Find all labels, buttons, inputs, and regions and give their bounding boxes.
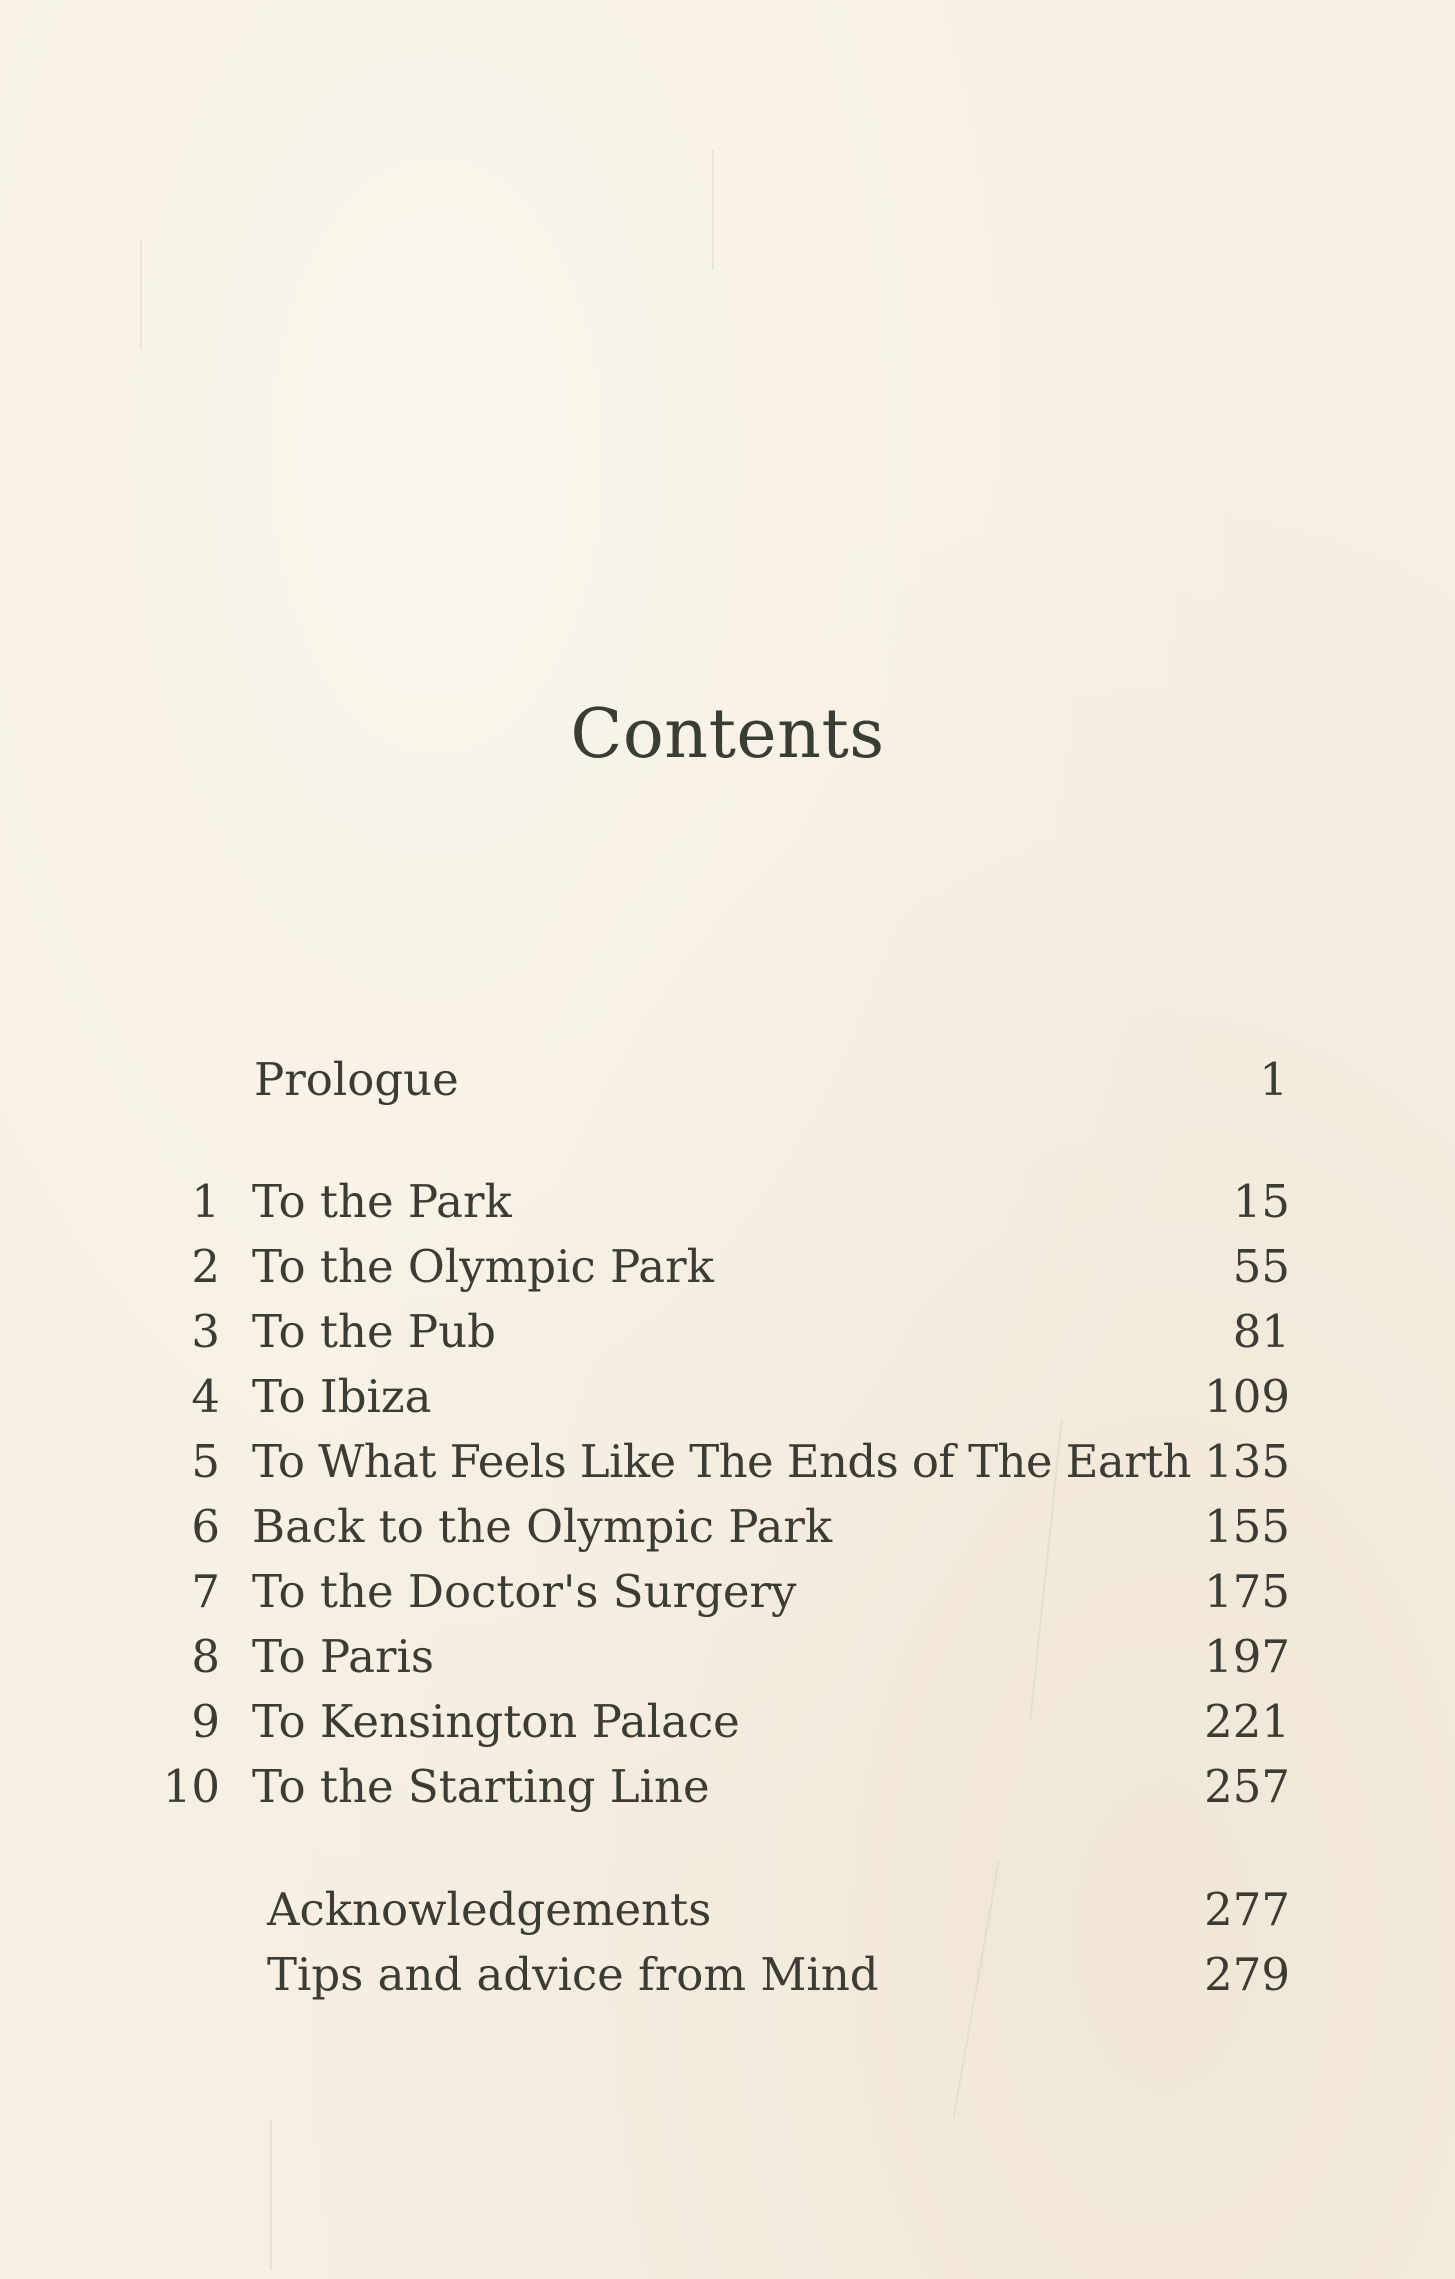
toc-entry-page: 15 bbox=[1232, 1175, 1290, 1228]
toc-entry-title: Tips and advice from Mind bbox=[267, 1948, 879, 2001]
toc-entry-title: To the Starting Line bbox=[252, 1760, 710, 1813]
chapter-number: 10 bbox=[162, 1760, 220, 1813]
toc-entry-page: 81 bbox=[1232, 1305, 1290, 1358]
toc-entry-title: To the Park bbox=[252, 1175, 512, 1228]
toc-entry-page: 197 bbox=[1204, 1630, 1290, 1683]
toc-entry-chapter bbox=[180, 1432, 1290, 1492]
toc-entry-title: Acknowledgements bbox=[267, 1883, 712, 1936]
toc-entry-chapter bbox=[180, 1302, 1290, 1362]
toc-entry-page: 55 bbox=[1232, 1240, 1290, 1293]
toc-entry-chapter bbox=[180, 1692, 1290, 1752]
toc-entry-chapter bbox=[180, 1497, 1290, 1557]
toc-entry-title: To Ibiza bbox=[252, 1370, 432, 1423]
chapter-number: 1 bbox=[191, 1175, 220, 1228]
toc-entry-page: 279 bbox=[1204, 1948, 1290, 2001]
toc-entry-chapter bbox=[162, 1757, 1290, 1817]
toc-entry-page: 155 bbox=[1204, 1500, 1290, 1553]
chapter-number: 9 bbox=[191, 1695, 220, 1748]
toc-entry-page: 175 bbox=[1204, 1565, 1290, 1618]
toc-entry-chapter bbox=[180, 1172, 1290, 1232]
toc-entry-page: 221 bbox=[1204, 1695, 1290, 1748]
toc-entry-page: 277 bbox=[1204, 1883, 1290, 1936]
toc-entry-chapter bbox=[180, 1562, 1290, 1622]
chapter-number: 5 bbox=[191, 1435, 220, 1488]
toc-entry-title: To the Olympic Park bbox=[252, 1240, 714, 1293]
paper-scratch bbox=[140, 240, 142, 350]
toc-entry-title: To Kensington Palace bbox=[252, 1695, 740, 1748]
toc-entry-chapter bbox=[180, 1237, 1290, 1297]
paper-scratch bbox=[712, 150, 714, 270]
toc-entry-prologue bbox=[180, 1050, 1290, 1110]
toc-entry-chapter bbox=[180, 1627, 1290, 1687]
toc-entry-chapter bbox=[180, 1367, 1290, 1427]
chapter-number: 3 bbox=[191, 1305, 220, 1358]
toc-entry-tips bbox=[180, 1945, 1290, 2005]
chapter-number: 8 bbox=[191, 1630, 220, 1683]
chapter-number: 6 bbox=[191, 1500, 220, 1553]
chapter-number: 7 bbox=[191, 1565, 220, 1618]
toc-entry-page: 257 bbox=[1204, 1760, 1290, 1813]
toc-entry-title: To What Feels Like The Ends of The Earth bbox=[252, 1435, 1191, 1488]
toc-entry-title: To Paris bbox=[252, 1630, 434, 1683]
toc-entry-title: Back to the Olympic Park bbox=[252, 1500, 833, 1553]
paper-scratch bbox=[270, 2120, 272, 2270]
toc-entry-title: To the Pub bbox=[252, 1305, 496, 1358]
toc-entry-page: 135 bbox=[1204, 1435, 1290, 1488]
toc-entry-title: To the Doctor's Surgery bbox=[252, 1565, 797, 1618]
contents-heading: Contents bbox=[570, 695, 885, 774]
toc-entry-page: 1 bbox=[1259, 1053, 1288, 1106]
toc-entry-title: Prologue bbox=[254, 1053, 459, 1106]
chapter-number: 4 bbox=[191, 1370, 220, 1423]
chapter-number: 2 bbox=[191, 1240, 220, 1293]
toc-entry-acknowledgements bbox=[180, 1880, 1290, 1940]
toc-entry-page: 109 bbox=[1204, 1370, 1290, 1423]
